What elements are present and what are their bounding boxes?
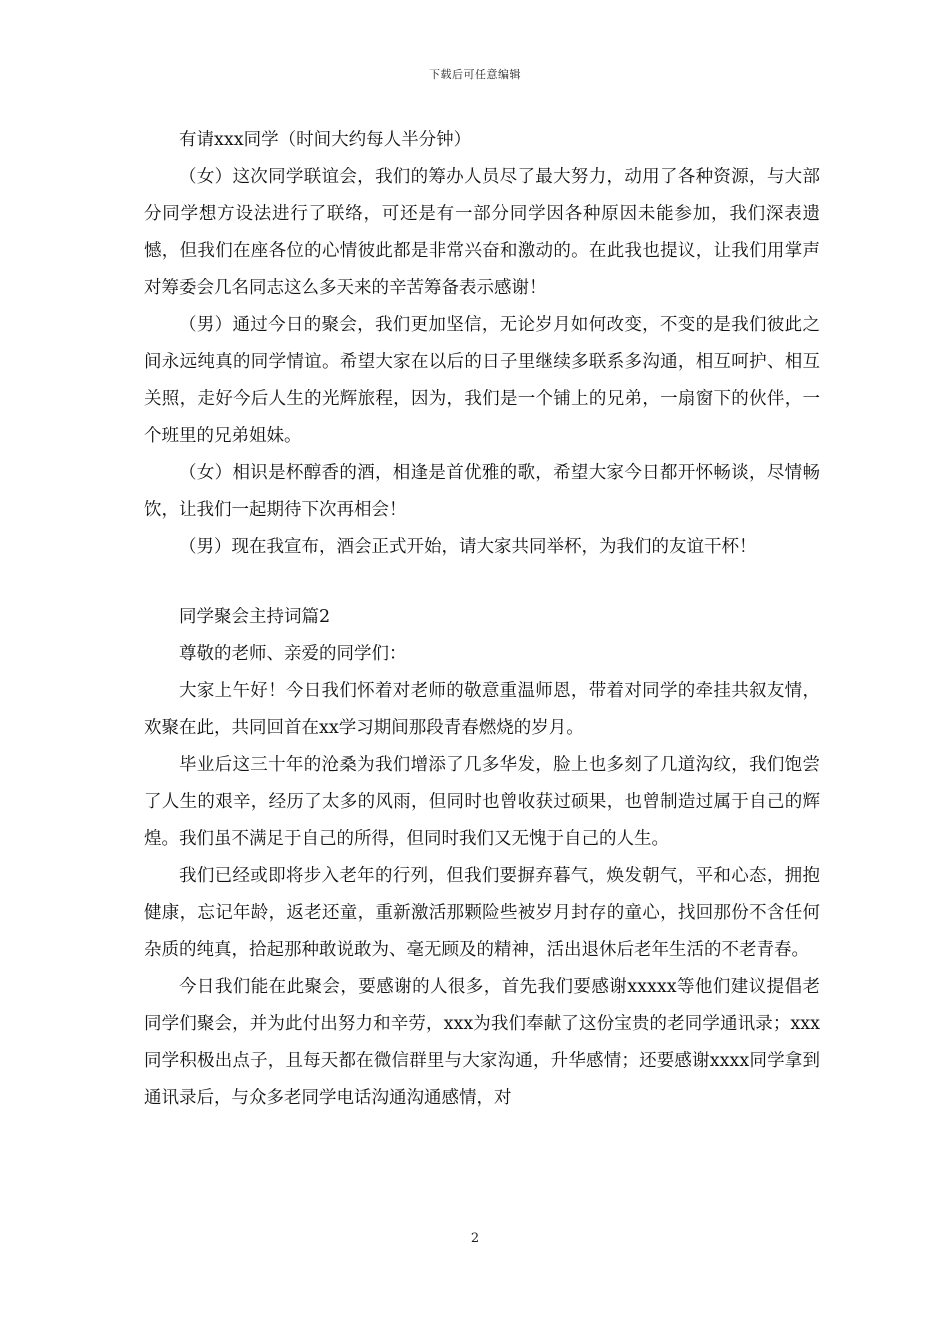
paragraph: 毕业后这三十年的沧桑为我们增添了几多华发，脸上也多刻了几道沟纹，我们饱尝了人生的艰辛，经历了太多的风雨，但同时也曾收获过硕果，也曾制造过属于自己的辉煌。我们虽不满足于自己的所得，但同时我们又无愧于自己的人生。 <box>144 755 820 849</box>
page-header: 下载后可任意编辑 <box>429 68 521 81</box>
paragraph: 我们已经或即将步入老年的行列，但我们要摒弃暮气，焕发朝气，平和心态，拥抱健康，忘记年龄，返老还童，重新激活那颗险些被岁月封存的童心，找回那份不含任何杂质的纯真，拾起那种敢说敢为、毫无顾及的精神，活出退休后老年生活的不老青春。 <box>144 866 820 960</box>
paragraph: （女）这次同学联谊会，我们的筹办人员尽了最大努力，动用了各种资源，与大部分同学想方设法进行了联络，可还是有一部分同学因各种原因未能参加，我们深表遗憾，但我们在座各位的心情彼此都是非常兴奋和激动的。在此我也提议，让我们用掌声对筹委会几名同志这么多天来的辛苦筹备表示感谢！ <box>144 167 820 298</box>
paragraph: 有请xxx同学（时间大约每人半分钟） <box>179 130 472 150</box>
paragraph: （女）相识是杯醇香的酒，相逢是首优雅的歌，希望大家今日都开怀畅谈，尽情畅饮，让我们一起期待下次再相会！ <box>144 463 820 520</box>
paragraph: （男）现在我宣布，酒会正式开始，请大家共同举杯，为我们的友谊干杯！ <box>179 537 757 557</box>
section-title: 同学聚会主持词篇2 <box>179 607 331 627</box>
paragraph: 今日我们能在此聚会，要感谢的人很多，首先我们要感谢xxxxx等他们建议提倡老同学们聚会，并为此付出努力和辛劳，xxx为我们奉献了这份宝贵的老同学通讯录；xxx同学积极出点子，且每天都在微信群里与大家沟通，升华感情；还要感谢xxxx同学拿到通讯录后，与众多老同学电话沟通沟通感情，对 <box>144 977 820 1108</box>
paragraph: 大家上午好！今日我们怀着对老师的敬意重温师恩，带着对同学的牵挂共叙友情，欢聚在此，共同回首在xx学习期间那段青春燃烧的岁月。 <box>144 681 820 738</box>
paragraph: （男）通过今日的聚会，我们更加坚信，无论岁月如何改变，不变的是我们彼此之间永远纯真的同学情谊。希望大家在以后的日子里继续多联系多沟通，相互呵护、相互关照，走好今后人生的光辉旅程，因为，我们是一个铺上的兄弟，一扇窗下的伙伴，一个班里的兄弟姐妹。 <box>144 315 820 446</box>
page-number: 2 <box>470 1231 480 1246</box>
document-body <box>144 122 820 1117</box>
paragraph: 尊敬的老师、亲爱的同学们： <box>179 644 407 664</box>
section-spacer <box>144 566 820 599</box>
